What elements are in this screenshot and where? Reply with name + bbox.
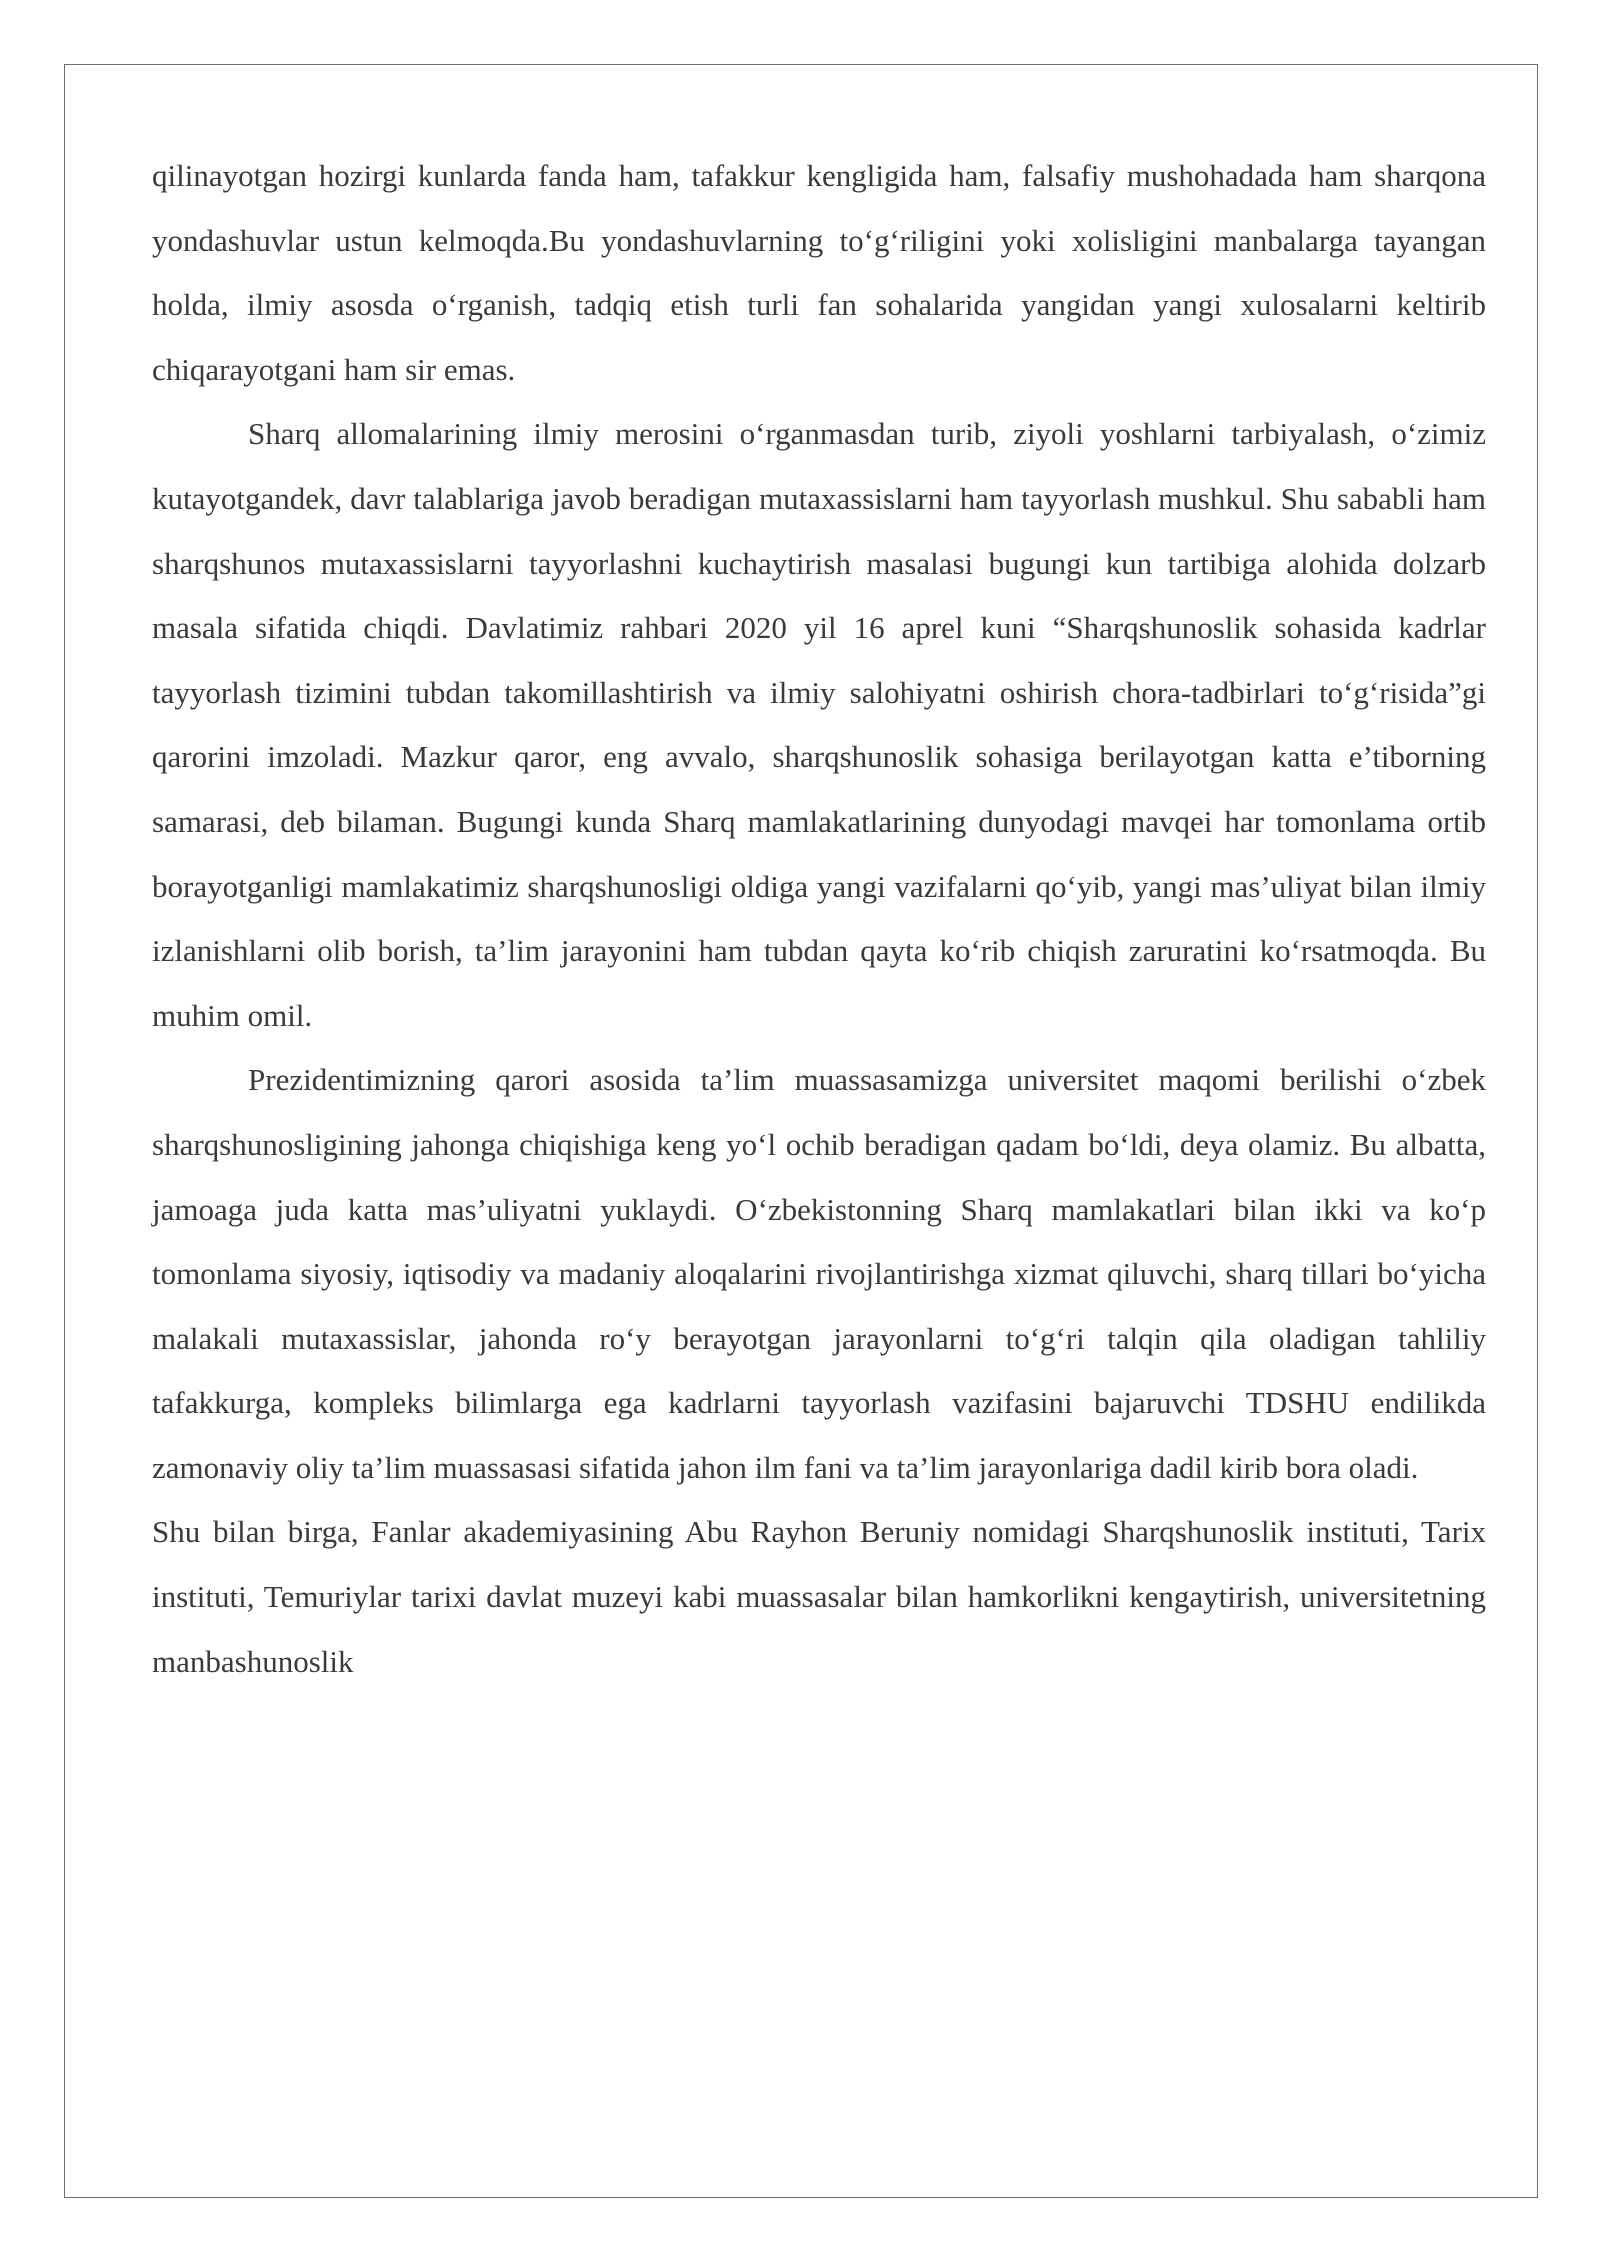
paragraph-4: Shu bilan birga, Fanlar akademiyasining Abu Rayhon Beruniy nomidagi Sharqshunoslik instituti, Tarix instituti, Temuriylar tarixi davlat muzeyi kabi muassasalar bilan hamkorlikni kengaytirish, universitetning manbashunoslik xyxy=(152,1514,1486,1679)
paragraph-2: Sharq allomalarining ilmiy merosini o‘rganmasdan turib, ziyoli yoshlarni tarbiyalash, o‘zimiz kutayotgandek, davr talablariga javob beradigan mutaxassislarni ham tayyorlash mushkul. Shu sababli ham sharqshunos mutaxassislarni tayyorlashni kuchaytirish masalasi bugungi kun tartibiga alohida dolzarb masala sifatida chiqdi. Davlatimiz rahbari 2020 yil 16 aprel kuni “Sharqshunoslik sohasida kadrlar tayyorlash tizimini tubdan takomillashtirish va ilmiy salohiyatni oshirish chora-tadbirlari to‘g‘risida”gi qarorini imzoladi. Mazkur qaror, eng avvalo, sharqshunoslik sohasiga berilayotgan katta e’tiborning samarasi, deb bilaman. Bugungi kunda Sharq mamlakatlarining dunyodagi mavqei har tomonlama ortib borayotganligi mamlakatimiz sharqshunosligi oldiga yangi vazifalarni qo‘yib, yangi mas’uliyat bilan ilmiy izlanishlarni olib borish, ta’lim jarayonini ham tubdan qayta ko‘rib chiqish zaruratini ko‘rsatmoqda. Bu muhim omil. xyxy=(152,416,1486,1033)
document-body xyxy=(152,144,1486,1694)
paragraph-1: qilinayotgan hozirgi kunlarda fanda ham, tafakkur kengligida ham, falsafiy mushohadada ham sharqona yondashuvlar ustun kelmoqda.Bu yondashuvlarning to‘g‘riligini yoki xolisligini manbalarga tayangan holda, ilmiy asosda o‘rganish, tadqiq etish turli fan sohalarida yangidan yangi xulosalarni keltirib chiqarayotgani ham sir emas. xyxy=(152,158,1486,387)
paragraph-3: Prezidentimizning qarori asosida ta’lim muassasamizga universitet maqomi berilishi o‘zbek sharqshunosligining jahonga chiqishiga keng yo‘l ochib beradigan qadam bo‘ldi, deya olamiz. Bu albatta, jamoaga juda katta mas’uliyatni yuklaydi. O‘zbekistonning Sharq mamlakatlari bilan ikki va ko‘p tomonlama siyosiy, iqtisodiy va madaniy aloqalarini rivojlantirishga xizmat qiluvchi, sharq tillari bo‘yicha malakali mutaxassislar, jahonda ro‘y berayotgan jarayonlarni to‘g‘ri talqin qila oladigan tahliliy tafakkurga, kompleks bilimlarga ega kadrlarni tayyorlash vazifasini bajaruvchi TDSHU endilikda zamonaviy oliy ta’lim muassasasi sifatida jahon ilm fani va ta’lim jarayonlariga dadil kirib bora oladi. xyxy=(152,1062,1486,1485)
